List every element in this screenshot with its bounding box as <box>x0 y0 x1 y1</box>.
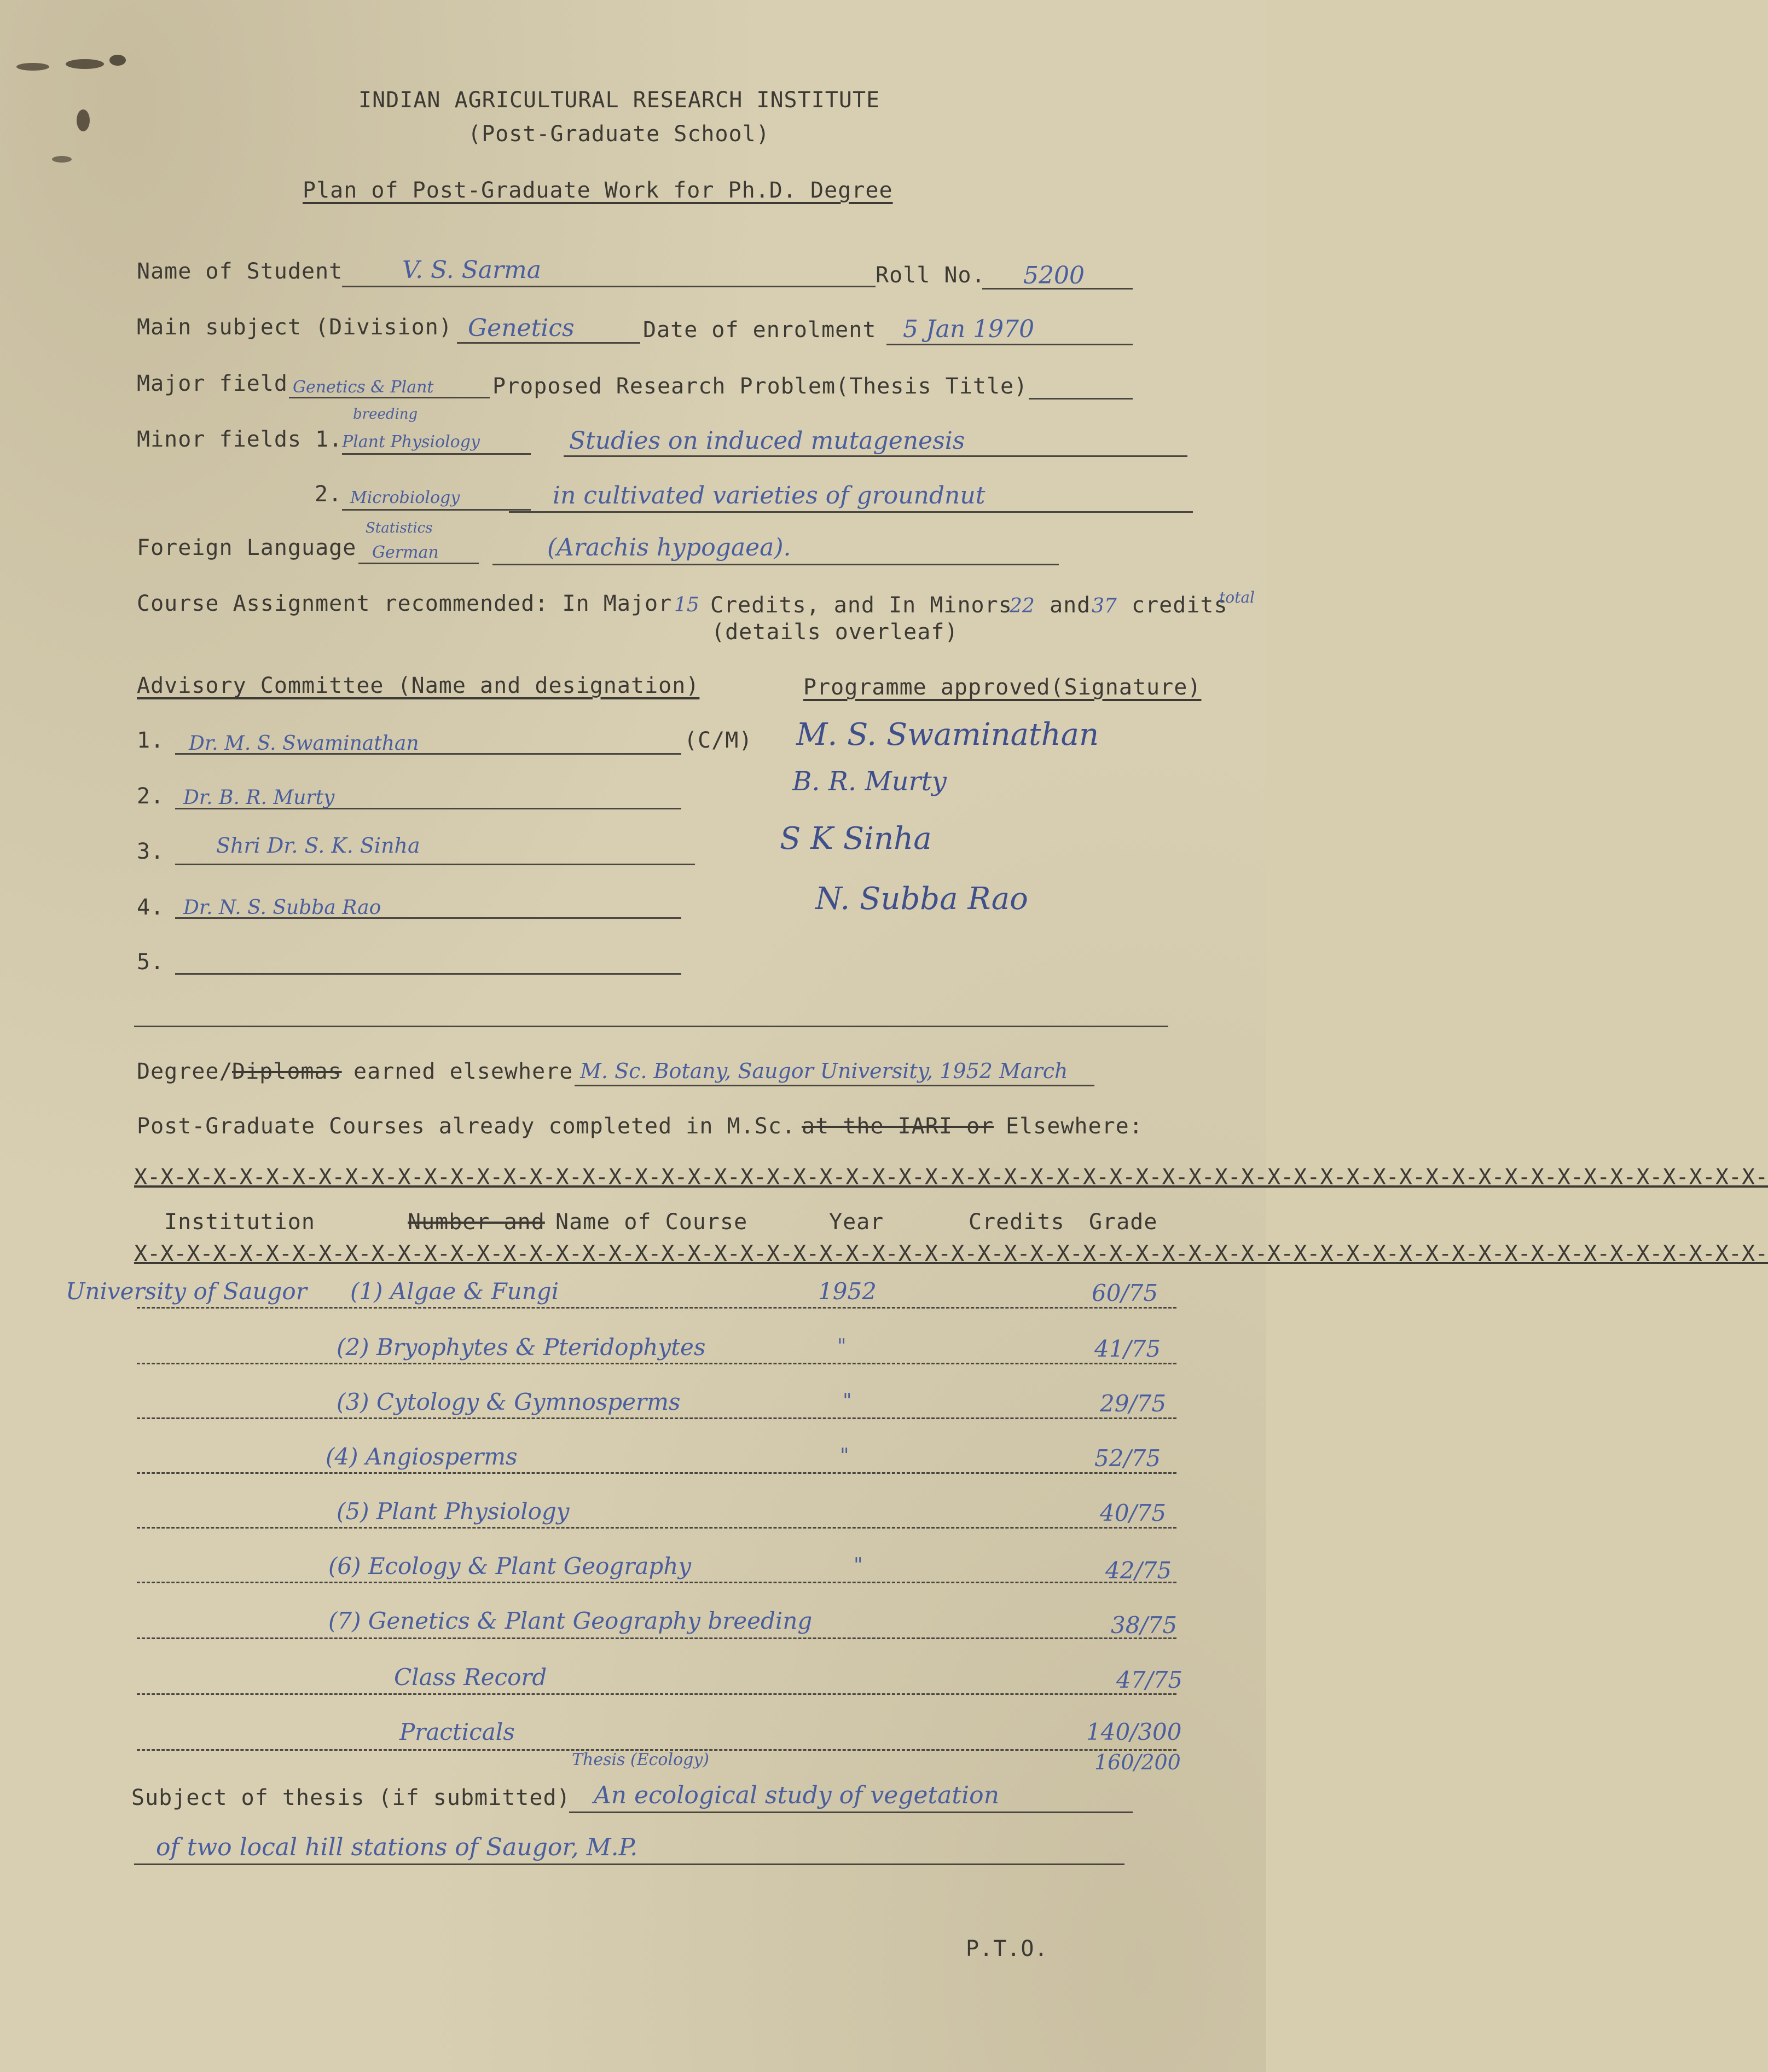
thesis-line-2 <box>134 1863 1124 1865</box>
col-institution: Institution <box>164 1209 315 1235</box>
member-number: 2. <box>137 784 165 809</box>
row-year[interactable]: " <box>843 1390 852 1413</box>
row-course[interactable]: Class Record <box>394 1664 547 1691</box>
row-grade[interactable]: 29/75 <box>1100 1390 1167 1417</box>
enrolment-value[interactable]: 5 Jan 1970 <box>903 315 1035 343</box>
course-major-value[interactable]: 15 <box>674 594 699 616</box>
ink-stain <box>109 55 126 66</box>
row-grade[interactable]: 60/75 <box>1092 1280 1158 1306</box>
courses-intro-b: Elsewhere: <box>1006 1114 1143 1139</box>
ink-stain <box>52 156 72 163</box>
member-signature: S K Sinha <box>780 821 932 856</box>
col-grade: Grade <box>1089 1209 1158 1235</box>
row-grade[interactable]: 38/75 <box>1111 1612 1178 1639</box>
thesis-line-1-rule <box>564 455 1187 457</box>
school-name: (Post-Graduate School) <box>468 121 770 147</box>
row-rule <box>137 1307 1176 1309</box>
enrolment-line <box>886 344 1133 345</box>
row-course[interactable]: (4) Angiosperms <box>326 1443 518 1470</box>
row-grade[interactable]: 52/75 <box>1094 1445 1161 1472</box>
roll-label: Roll No. <box>876 263 986 288</box>
member-signature: N. Subba Rao <box>815 881 1028 917</box>
approval-heading: Programme approved(Signature) <box>803 675 1202 700</box>
row-institution[interactable]: University of Saugor <box>66 1278 307 1305</box>
minor-2-line <box>342 509 531 511</box>
minor-1-value[interactable]: Plant Physiology <box>342 432 480 452</box>
thesis-title-line-1[interactable]: Studies on induced mutagenesis <box>569 427 965 455</box>
degree-line <box>575 1085 1094 1086</box>
row-course[interactable]: (3) Cytology & Gymnosperms <box>337 1388 681 1415</box>
foreign-language-line <box>358 563 479 564</box>
row-course[interactable]: (1) Algae & Fungi <box>350 1278 559 1305</box>
foreign-language-value[interactable]: German <box>372 543 439 562</box>
ink-stain <box>66 59 104 69</box>
course-label-a: Course Assignment recommended: In Major <box>137 591 673 616</box>
row-course[interactable]: (2) Bryophytes & Pteridophytes <box>337 1334 706 1361</box>
row-grade[interactable]: 41/75 <box>1094 1335 1161 1362</box>
thesis-value-2[interactable]: of two local hill stations of Saugor, M.P. <box>156 1833 638 1861</box>
member-name[interactable]: Dr. M. S. Swaminathan <box>189 732 419 755</box>
member-number: 4. <box>137 895 165 920</box>
institute-name: INDIAN AGRICULTURAL RESEARCH INSTITUTE <box>358 88 880 113</box>
col-number-struck: Number and <box>408 1209 545 1235</box>
section-divider <box>134 1026 1168 1027</box>
col-name: Name of Course <box>555 1209 748 1235</box>
thesis-label: Subject of thesis (if submitted) <box>131 1785 571 1810</box>
col-year: Year <box>829 1209 884 1235</box>
row-course[interactable]: (6) Ecology & Plant Geography <box>328 1553 692 1579</box>
courses-intro-struck: at the IARI or <box>802 1114 994 1139</box>
committee-heading: Advisory Committee (Name and designation) <box>137 673 700 698</box>
col-credits: Credits <box>969 1209 1065 1235</box>
course-details: (details overleaf) <box>711 620 959 645</box>
row-rule <box>137 1582 1176 1583</box>
member-line <box>175 973 681 975</box>
major-field-value[interactable]: Genetics & Plant <box>293 378 434 397</box>
member-number: 5. <box>137 950 165 975</box>
row-year[interactable]: 1952 <box>818 1278 877 1305</box>
minor-2-value[interactable]: Microbiology <box>350 488 460 507</box>
member-number: 3. <box>137 839 165 864</box>
course-label-b: Credits, and In Minors <box>710 593 1012 618</box>
major-field-label: Major field <box>137 371 288 396</box>
row-rule <box>137 1363 1176 1364</box>
pto-label: P.T.O. <box>966 1936 1048 1961</box>
extra-grade: 160/200 <box>1094 1750 1181 1774</box>
main-subject-line <box>457 342 640 344</box>
ink-stain <box>77 109 90 131</box>
degree-label-b: earned elsewhere <box>353 1059 573 1084</box>
member-role: (C/M) <box>684 728 753 753</box>
minor-2-label: 2. <box>315 482 343 507</box>
thesis-annotation: Thesis (Ecology) <box>572 1750 709 1769</box>
thesis-line-1 <box>569 1811 1133 1813</box>
form-title: Plan of Post-Graduate Work for Ph.D. Degree <box>303 178 893 203</box>
row-course[interactable]: (5) Plant Physiology <box>337 1498 570 1525</box>
member-name[interactable]: Dr. B. R. Murty <box>183 786 335 809</box>
thesis-line-2-rule <box>509 511 1193 513</box>
thesis-title-line-2[interactable]: in cultivated varieties of groundnut <box>553 482 986 510</box>
x-divider-top: X-X-X-X-X-X-X-X-X-X-X-X-X-X-X-X-X-X-X-X-X-X-X-X-X-X-X-X-X-X-X-X-X-X-X-X-X-X-X-X-X-X-X-X-X-X-X-X-X-X-X-X-X-X-X-X-X-X-X-X-X-X- <box>134 1165 1768 1190</box>
row-rule <box>137 1693 1176 1695</box>
name-value[interactable]: V. S. Sarma <box>402 256 541 284</box>
course-annotation: total <box>1219 588 1255 606</box>
enrolment-label: Date of enrolment <box>643 317 877 343</box>
row-rule <box>137 1637 1176 1639</box>
member-number: 1. <box>137 728 165 753</box>
member-signature: B. R. Murty <box>792 766 947 797</box>
ink-stain <box>16 63 49 71</box>
name-line <box>342 286 876 287</box>
courses-intro-a: Post-Graduate Courses already completed in M.Sc. <box>137 1114 796 1139</box>
member-line <box>175 864 695 865</box>
row-year[interactable]: " <box>840 1445 849 1467</box>
major-field-annotation: breeding <box>353 406 418 422</box>
row-grade[interactable]: 40/75 <box>1100 1500 1167 1526</box>
thesis-value-1[interactable]: An ecological study of vegetation <box>594 1781 999 1809</box>
minor-fields-label: Minor fields 1. <box>137 427 343 452</box>
minor-1-line <box>342 453 531 455</box>
row-course[interactable]: Practicals <box>399 1718 515 1745</box>
roll-value[interactable]: 5200 <box>1023 262 1085 290</box>
x-divider-bottom: X-X-X-X-X-X-X-X-X-X-X-X-X-X-X-X-X-X-X-X-X-X-X-X-X-X-X-X-X-X-X-X-X-X-X-X-X-X-X-X-X-X-X-X-X-X-X-X-X-X-X-X-X-X-X-X-X-X-X-X-X-X- <box>134 1241 1768 1266</box>
thesis-title-label: Proposed Research Problem(Thesis Title) <box>492 374 1028 399</box>
thesis-title-line <box>1029 398 1133 400</box>
main-subject-label: Main subject (Division) <box>137 315 453 340</box>
row-rule <box>137 1417 1176 1419</box>
thesis-line-3-rule <box>492 564 1059 565</box>
degree-value[interactable]: M. Sc. Botany, Saugor University, 1952 March <box>580 1059 1068 1083</box>
thesis-title-line-3[interactable]: (Arachis hypogaea). <box>547 534 791 562</box>
course-minor-1[interactable]: 22 <box>1010 595 1035 617</box>
course-label-c: and <box>1050 593 1091 618</box>
member-signature: M. S. Swaminathan <box>796 717 1099 753</box>
major-field-line <box>289 397 490 398</box>
row-grade[interactable]: 140/300 <box>1086 1718 1182 1745</box>
row-year[interactable]: " <box>854 1554 863 1577</box>
member-name[interactable]: Shri Dr. S. K. Sinha <box>216 834 420 858</box>
degree-label-struck: Diplomas <box>232 1059 342 1084</box>
course-minor-2[interactable]: 37 <box>1092 595 1117 617</box>
main-subject-value[interactable]: Genetics <box>468 314 575 342</box>
foreign-language-annotation: Statistics <box>366 520 433 536</box>
foreign-language-label: Foreign Language <box>137 535 357 560</box>
row-rule <box>137 1527 1176 1529</box>
degree-label-a: Degree/ <box>137 1059 233 1084</box>
row-grade[interactable]: 42/75 <box>1105 1557 1172 1584</box>
row-grade[interactable]: 47/75 <box>1116 1666 1183 1693</box>
row-year[interactable]: " <box>837 1335 847 1358</box>
member-name[interactable]: Dr. N. S. Subba Rao <box>183 896 381 919</box>
row-course[interactable]: (7) Genetics & Plant Geography breeding <box>328 1607 813 1634</box>
name-label: Name of Student <box>137 259 343 284</box>
course-label-d: credits <box>1132 593 1228 618</box>
row-rule <box>137 1472 1176 1474</box>
